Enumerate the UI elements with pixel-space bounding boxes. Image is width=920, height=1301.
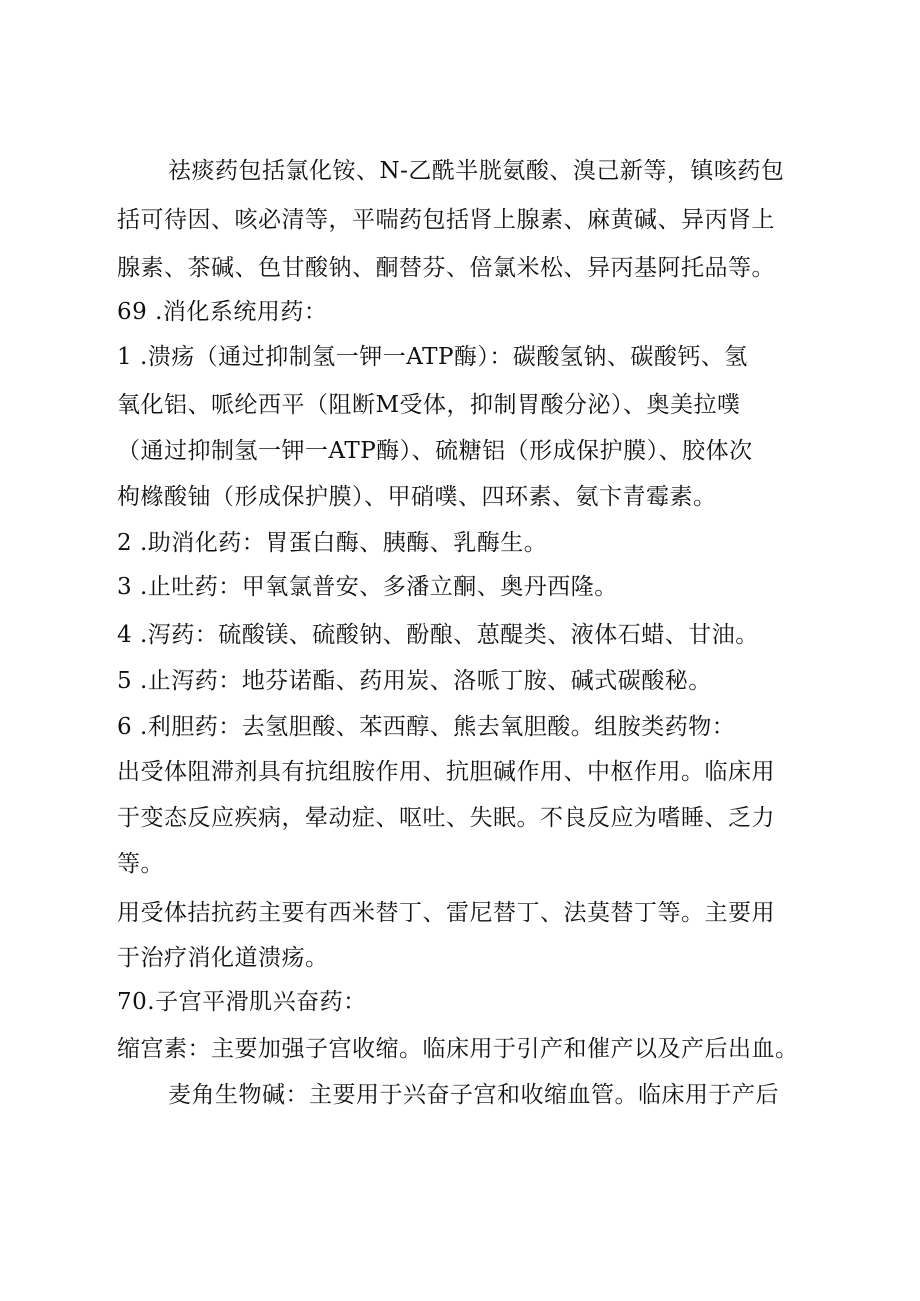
text-line-15: 于变态反应疾病，晕动症、呕吐、失眠。不良反应为嗜睡、乏力 bbox=[117, 805, 775, 831]
section-heading-69: 69 .消化系统用药： bbox=[117, 299, 328, 325]
text-line-8: 枸橼酸铀（形成保护膜）、甲硝噗、四环素、氨卞青霉素。 bbox=[117, 484, 717, 510]
text-line-18: 于治疗消化道溃疡。 bbox=[117, 945, 329, 971]
text-line-21: 麦角生物碱：主要用于兴奋子宫和收缩血管。临床用于产后 bbox=[168, 1082, 779, 1108]
text-line-2: 括可待因、咳必清等，平喘药包括肾上腺素、麻黄碱、异丙肾上 bbox=[117, 207, 775, 233]
text-line-12: 5 .止泻药：地芬诺酯、药用炭、洛哌丁胺、碱式碳酸秘。 bbox=[117, 668, 712, 694]
text-line-7: （通过抑制氢一钾一ATP酶）、硫糖铝（形成保护膜）、胶体次 bbox=[117, 438, 753, 464]
text-line-14: 出受体阻滞剂具有抗组胺作用、抗胆碱作用、中枢作用。临床用 bbox=[117, 759, 775, 785]
text-line-3: 腺素、茶碱、色甘酸钠、酮替芬、倍氯米松、异丙基阿托品等。 bbox=[117, 255, 775, 281]
text-line-9: 2 .助消化药：胃蛋白酶、胰酶、乳酶生。 bbox=[117, 530, 548, 556]
text-line-13: 6 .利胆药：去氢胆酸、苯西醇、熊去氧胆酸。组胺类药物： bbox=[117, 714, 736, 740]
text-line-17: 用受体拮抗药主要有西米替丁、雷尼替丁、法莫替丁等。主要用 bbox=[117, 900, 775, 926]
section-heading-70: 70.子宫平滑肌兴奋药： bbox=[117, 989, 367, 1015]
text-line-6: 氧化铝、哌纶西平（阻断M受体，抑制胃酸分泌）、奥美拉噗 bbox=[117, 392, 741, 418]
text-line-5: 1 .溃疡（通过抑制氢一钾一ATP酶）：碳酸氢钠、碳酸钙、氢 bbox=[117, 344, 748, 370]
text-line-11: 4 .泻药：硫酸镁、硫酸钠、酚酿、葸醍类、液体石蜡、甘油。 bbox=[117, 622, 759, 648]
text-line-10: 3 .止吐药：甲氧氯普安、多潘立酮、奥丹西隆。 bbox=[117, 574, 618, 600]
text-line-1: 祛痰药包括氯化铵、N-乙酰半胱氨酸、溴己新等，镇咳药包 bbox=[168, 158, 785, 184]
text-line-20: 缩宫素：主要加强子宫收缩。临床用于引产和催产以及产后出血。 bbox=[117, 1036, 799, 1062]
text-line-16: 等。 bbox=[117, 851, 164, 877]
